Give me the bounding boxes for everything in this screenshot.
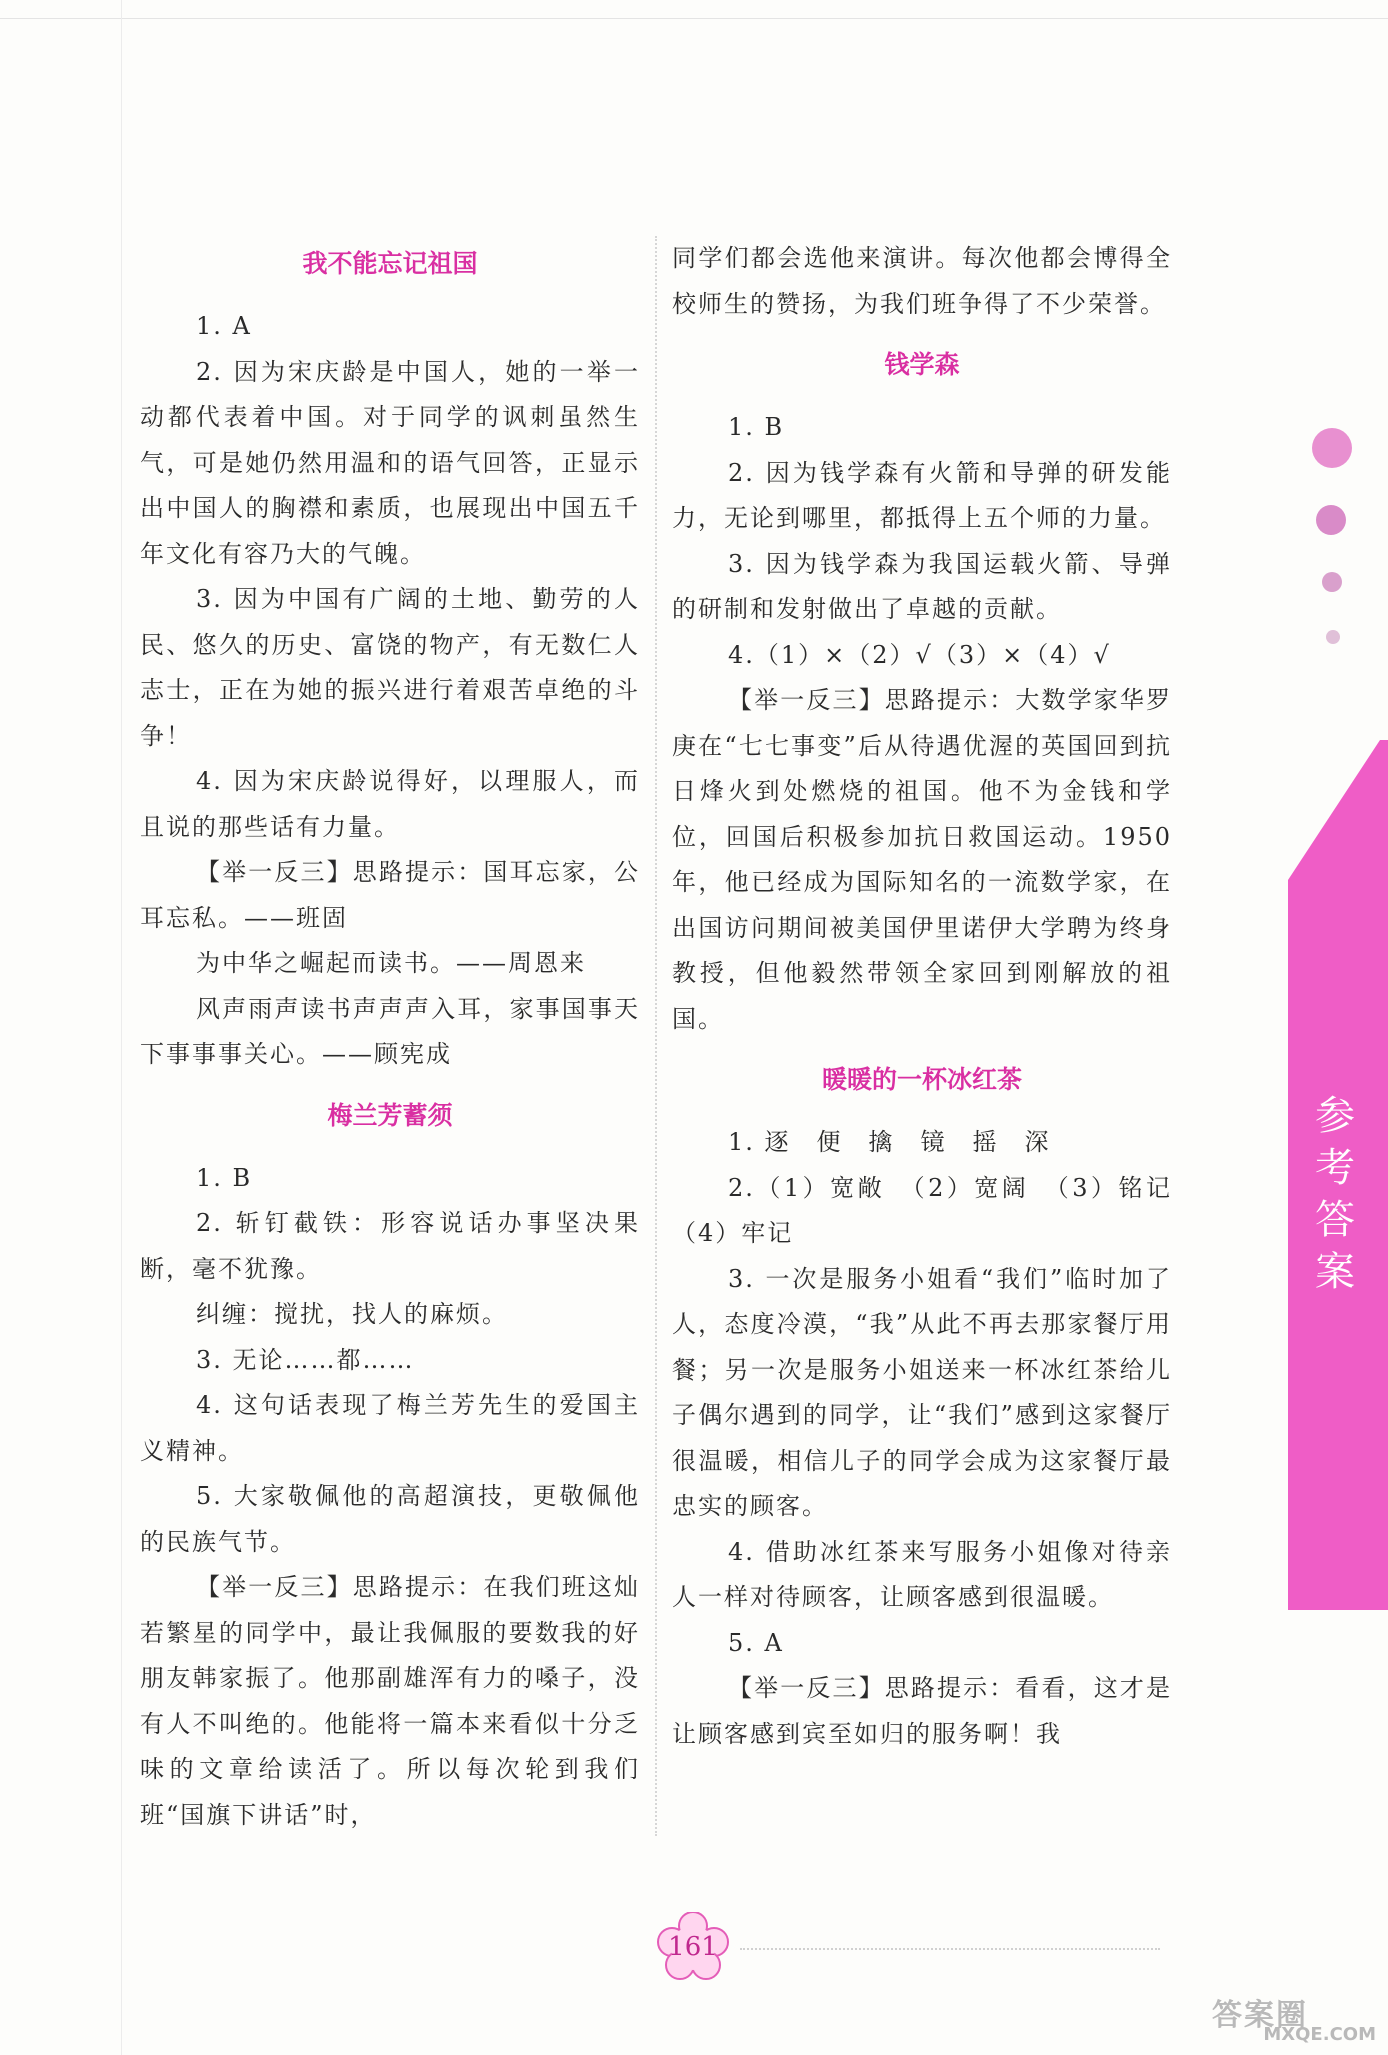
answer-paragraph: 2. 因为宋庆龄是中国人，她的一举一动都代表着中国。对于同学的讽刺虽然生气，可是她仍然用温和的语气回答，正显示出中国人的胸襟和素质，也展现出中国五千年文化有容乃大的气魄。 [140,357,640,568]
footer-line [740,1948,1160,1951]
answer-paragraph: 3. 一次是服务小姐看“我们”临时加了人，态度冷漠，“我”从此不再去那家餐厅用餐；另一次是服务小姐送来一杯冰红茶给儿子偶尔遇到的同学，让“我们”感到这家餐厅很温暖，相信儿子的同学会成为这家餐厅最忠实的顾客。 [672,1264,1172,1520]
answer-paragraph: 3. 因为钱学森为我国运载火箭、导弹的研制和发射做出了卓越的贡献。 [672,549,1172,623]
continued-paragraph: 同学们都会选他来演讲。每次他都会博得全校师生的赞扬，为我们班争得了不少荣誉。 [672,244,1172,318]
section-title-mei-lan-fang-xu-xu: 梅兰芳蓄须 [327,1100,453,1130]
decor-dot-icon [1322,572,1342,592]
side-tab-label: 参考答案 [1315,1093,1355,1295]
quote-paragraph: 风声雨声读书声声声入耳，家事国事天下事事事关心。——顾宪成 [140,994,640,1068]
page-left-edge [121,0,122,2055]
column-divider [655,236,658,1836]
page-number: 161 [668,1932,718,1962]
answer-paragraph: 4.（1）×（2）√（3）×（4）√ [728,640,1111,669]
section-title-nuan-nuan-de-yi-bei-bing-hong-cha: 暖暖的一杯冰红茶 [821,1065,1022,1094]
decor-dot-icon [1316,505,1346,535]
extension-paragraph: 【举一反三】思路提示：看看，这才是让顾客感到宾至如归的服务啊！我 [672,1674,1172,1748]
right-column [672,226,1198,1757]
answer-paragraph: 2. 因为钱学森有火箭和导弹的研发能力，无论到哪里，都抵得上五个师的力量。 [672,458,1172,532]
answer-paragraph: 1. B [196,1163,253,1192]
quote-paragraph: 为中华之崛起而读书。——周恩来 [196,949,586,977]
left-column [140,226,640,1838]
page-top-edge [0,18,1388,19]
section-title-qian-xue-sen: 钱学森 [884,350,960,379]
answer-paragraph: 2. 斩钉截铁：形容说话办事坚决果断，毫不犹豫。 [140,1209,640,1283]
extension-paragraph: 【举一反三】思路提示：国耳忘家，公耳忘私。——班固 [140,858,640,932]
watermark-logo: 答案圈 [1212,1998,1308,2033]
answer-paragraph: 5. A [728,1628,784,1657]
answer-paragraph: 纠缠：搅扰，找人的麻烦。 [196,1300,508,1328]
answer-paragraph: 1. B [728,413,785,441]
answer-paragraph: 4. 这句话表现了梅兰芳先生的爱国主义精神。 [140,1391,640,1465]
decor-dot-icon [1312,428,1352,468]
decor-dot-icon [1326,630,1340,644]
extension-paragraph: 【举一反三】思路提示：大数学家华罗庚在“七七事变”后从待遇优渥的英国回到抗日烽火到处燃烧的祖国。他不为金钱和学位，回国后积极参加抗日救国运动。1950 年，他已经成为国际知名的一流数学家，在出国访问期间被美国伊里诺伊大学聘为终身教授，但他毅然带领全家回到刚解放的祖国。 [672,686,1172,1033]
answer-paragraph: 4. 借助冰红茶来写服务小姐像对待亲人一样对待顾客，让顾客感到很温暖。 [672,1537,1172,1611]
answer-paragraph: 5. 大家敬佩他的高超演技，更敬佩他的民族气节。 [140,1482,640,1556]
answer-paragraph: 2.（1）宽敞 （2）宽阔 （3）铭记 （4）牢记 [672,1173,1198,1247]
watermark-url: MXQE.COM [1263,2024,1376,2045]
section-title-wo-bu-neng-wang-ji-zu-guo: 我不能忘记祖国 [302,249,478,278]
answer-paragraph: 1. 逐 便 擒 镜 摇 深 [728,1128,1051,1156]
answer-paragraph: 1. A [196,312,252,340]
answer-paragraph: 3. 因为中国有广阔的土地、勤劳的人民、悠久的历史、富饶的物产，有无数仁人志士，正在为她的振兴进行着艰苦卓绝的斗争！ [140,585,640,750]
watermark [1212,1990,1382,2050]
extension-paragraph: 【举一反三】思路提示：在我们班这灿若繁星的同学中，最让我佩服的要数我的好朋友韩家振了。他那副雄浑有力的嗓子，没有人不叫绝的。他能将一篇本来看似十分乏味的文章给读活了。所以每次轮到我们班“国旗下讲话”时， [140,1573,640,1829]
answer-paragraph: 4. 因为宋庆龄说得好，以理服人，而且说的那些话有力量。 [140,767,640,841]
answer-paragraph: 3. 无论……都…… [196,1345,415,1374]
